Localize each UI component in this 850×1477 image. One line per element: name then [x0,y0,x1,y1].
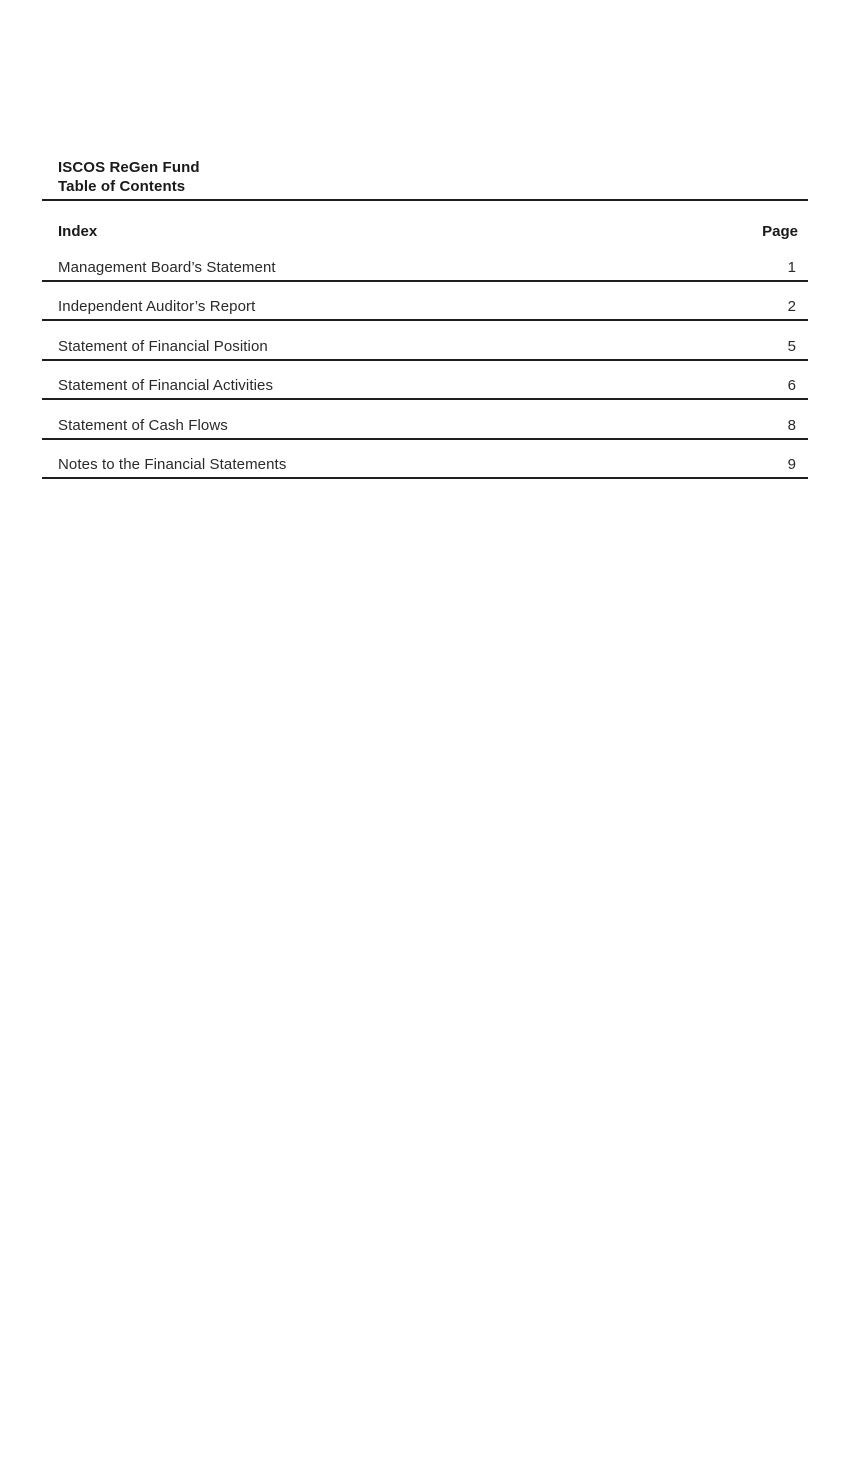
toc-entry-label: Management Board’s Statement [58,258,276,276]
toc-column-header [42,223,808,240]
toc-entry-label: Statement of Financial Activities [58,377,274,394]
toc-entry-page: 2 [787,298,796,315]
toc-row-statement-of-financial-position [42,321,808,361]
toc-entry-label: Independent Auditor’s Report [58,298,256,315]
toc-row-statement-of-cash-flows [42,400,808,440]
toc-row-notes-to-financial-statements [42,440,808,480]
toc-row-management-board-statement [42,242,808,282]
page-column-label: Page [762,223,798,240]
fund-title: ISCOS ReGen Fund [58,159,200,176]
toc-rows [42,242,808,479]
page-title: Table of Contents [58,178,186,195]
toc-entry-label: Notes to the Financial Statements [58,456,287,473]
toc-entry-page: 5 [787,337,796,355]
toc-entry-page: 8 [787,416,796,434]
toc-entry-page: 9 [787,456,796,473]
toc-row-statement-of-financial-activities [42,361,808,401]
toc-entry-page: 1 [787,258,796,276]
toc-entry-label: Statement of Financial Position [58,337,268,355]
toc-entry-label: Statement of Cash Flows [58,416,228,434]
document-header [42,158,808,201]
index-column-label: Index [58,223,98,240]
toc-entry-page: 6 [787,377,796,394]
toc-content [42,158,808,479]
toc-row-independent-auditors-report [42,282,808,322]
